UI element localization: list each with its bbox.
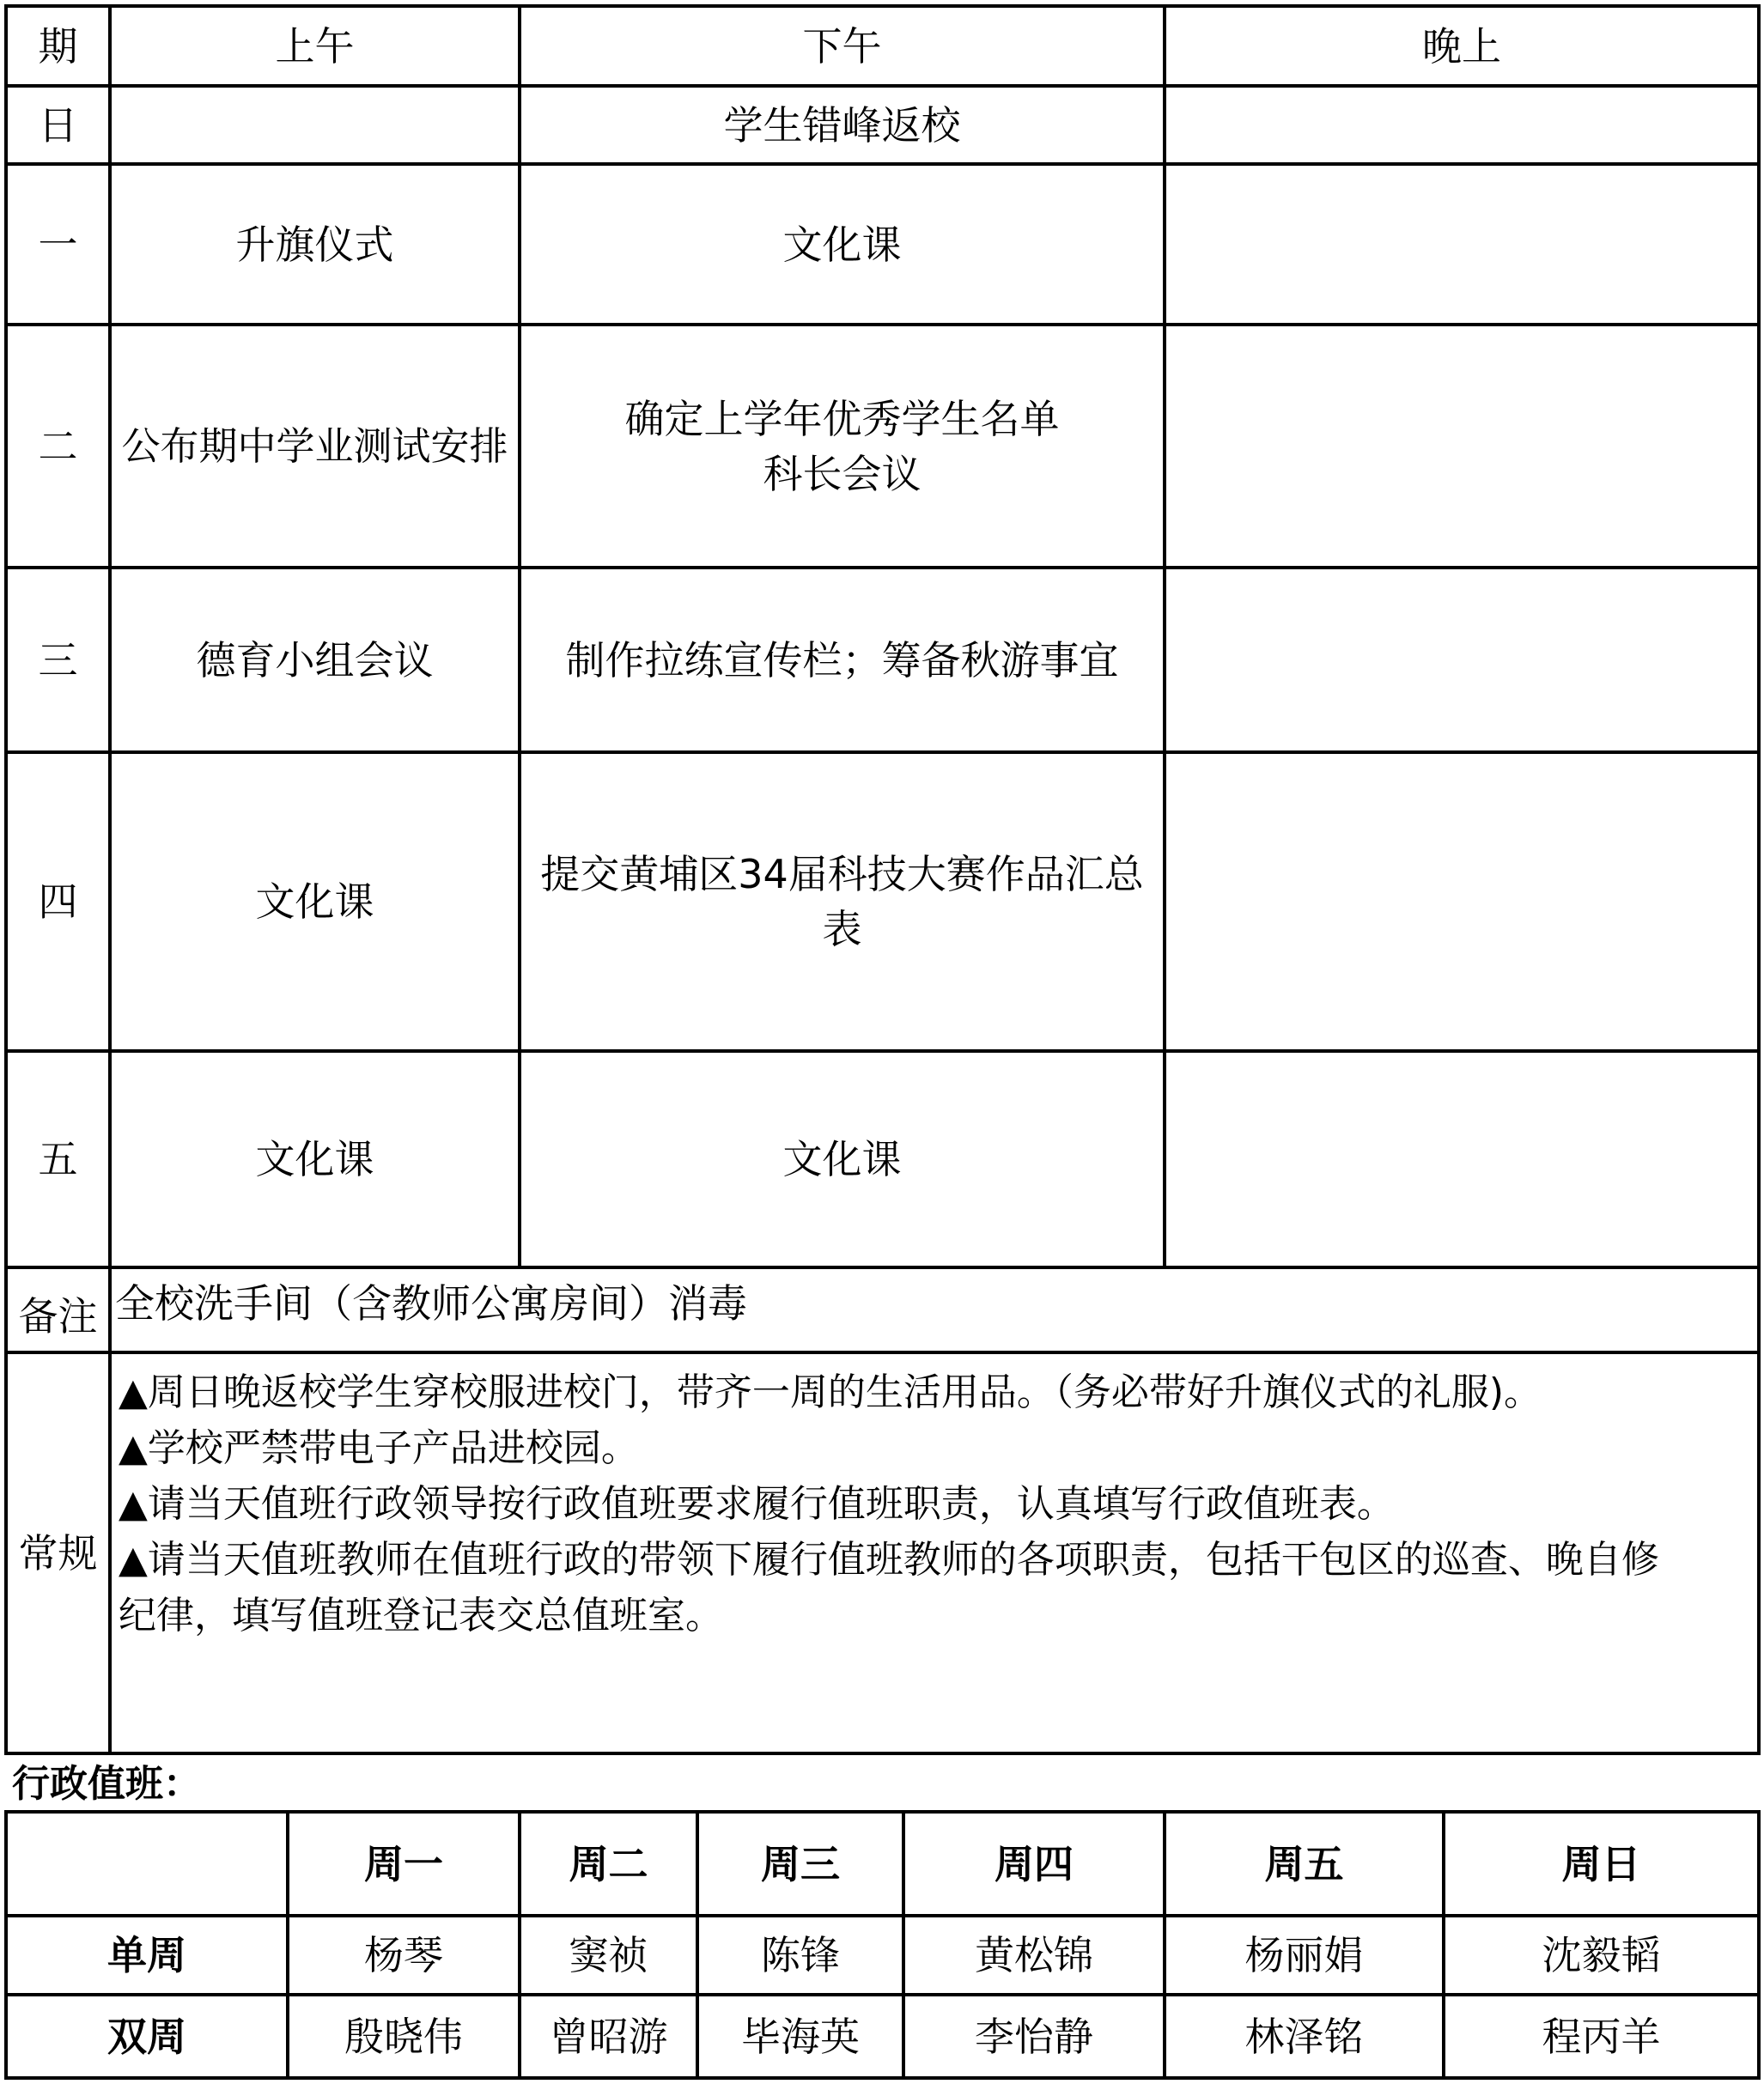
afternoon-cell [521,166,1163,323]
afternoon-cell [521,326,1163,566]
duty-name: 窦祯 [569,1932,648,1978]
afternoon-text: 确定上学年优秀学生名单 [624,395,1060,442]
afternoon-text: 制作拉练宣传栏；筹备秋游事宜 [565,636,1119,684]
duty-name: 林泽铭 [1244,2013,1364,2060]
routine-text [115,1354,1757,1752]
duty-day-header: 周三 [761,1840,840,1887]
afternoon-text: 文化课 [782,221,902,268]
afternoon-text: 文化课 [782,1136,902,1182]
day-label: 三 [38,636,78,684]
header-morning: 上午 [275,22,355,70]
duty-name: 毕海英 [741,2013,860,2060]
morning-cell: 公布期中学业测试安排 [121,422,508,469]
evening-cell [1166,326,1757,566]
duty-name: 殷晓伟 [344,2013,463,2060]
afternoon-cell [521,569,1163,750]
routine-line: ▲请当天值班教师在值班行政的带领下履行值班教师的各项职责，包括干包区的巡查、晚自修 [119,1538,1659,1582]
duty-day-header: 周二 [569,1840,648,1887]
day-label: 二 [38,422,78,470]
day-label: 日 [38,101,78,149]
afternoon-cell [521,88,1163,162]
routine-line: ▲请当天值班行政领导按行政值班要求履行值班职责，认真填写行政值班表。 [119,1482,1395,1526]
duty-name: 程丙羊 [1542,2013,1661,2060]
morning-cell: 升旗仪式 [235,221,394,268]
duty-title: 行政值班： [12,1762,201,1806]
duty-day-header: 周日 [1561,1840,1641,1887]
notes-text: 全校洗手间（含教师公寓房间）消毒 [115,1280,747,1327]
routine-line: ▲周日晚返校学生穿校服进校门，带齐一周的生活用品。（务必带好升旗仪式的礼服)。 [119,1370,1542,1414]
duty-name: 黄松锦 [975,1932,1093,1978]
duty-name: 陈锋 [761,1932,840,1978]
evening-cell [1166,166,1757,323]
grid-line [4,1752,1761,1755]
duty-day-header: 周一 [364,1840,443,1887]
afternoon-text: 提交黄埔区34届科技大赛作品汇总 [540,851,1144,897]
header-afternoon: 下午 [802,22,882,70]
duty-name: 杨丽娟 [1244,1932,1364,1978]
afternoon-text-2: 科长会议 [763,450,922,497]
afternoon-cell [521,1053,1163,1266]
header-day: 期 [38,22,78,70]
routine-label: 常规 [18,1529,98,1577]
grid-line [4,2076,1761,2080]
duty-name: 杨琴 [364,1932,443,1978]
evening-cell [1166,754,1757,1049]
notes-label: 备注 [18,1293,98,1340]
day-label: 一 [38,221,78,268]
afternoon-text: 学生错峰返校 [723,101,961,149]
duty-name: 李怡静 [975,2013,1093,2060]
afternoon-text-2: 表 [822,906,862,952]
routine-line: ▲学校严禁带电子产品进校园。 [119,1426,639,1470]
day-label: 五 [38,1136,78,1182]
routine-line: 纪律，填写值班登记表交总值班室。 [119,1594,723,1637]
evening-cell [1166,88,1757,162]
duty-day-header: 周五 [1264,1840,1344,1887]
grid-line [1757,1810,1761,2080]
duty-week-label: 单周 [107,1932,186,1978]
morning-cell [112,88,518,162]
morning-cell: 文化课 [255,1136,374,1182]
duty-name: 曾昭游 [549,2013,668,2060]
evening-cell [1166,1053,1757,1266]
grid-line [1757,4,1761,1755]
header-evening: 晚上 [1422,22,1501,70]
morning-cell: 文化课 [255,878,374,925]
evening-cell [1166,569,1757,750]
afternoon-cell [521,754,1163,1049]
duty-name: 沈毅韬 [1542,1932,1661,1978]
duty-week-label: 双周 [107,2013,186,2060]
morning-cell: 德育小组会议 [196,636,434,684]
day-label: 四 [38,878,78,925]
duty-day-header: 周四 [995,1840,1074,1887]
